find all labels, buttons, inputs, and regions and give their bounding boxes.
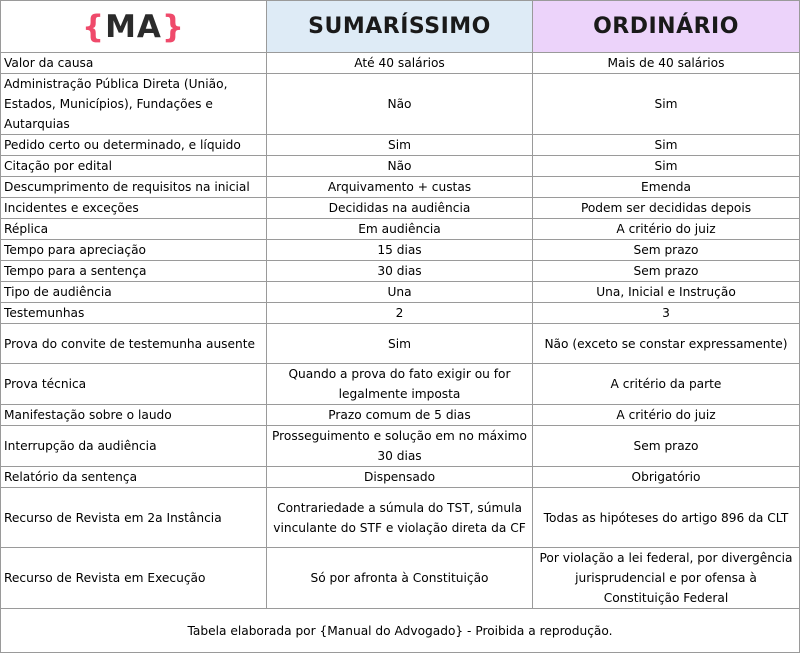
row-label: Recurso de Revista em Execução xyxy=(1,548,267,609)
sumarissimo-value: Prazo comum de 5 dias xyxy=(267,405,533,426)
row-label: Valor da causa xyxy=(1,53,267,74)
table-row xyxy=(1,488,800,548)
sumarissimo-value: Una xyxy=(267,282,533,303)
sumarissimo-value: 15 dias xyxy=(267,240,533,261)
ordinario-value: Não (exceto se constar expressamente) xyxy=(533,324,800,364)
row-label: Testemunhas xyxy=(1,303,267,324)
table-row xyxy=(1,74,800,135)
table-row xyxy=(1,467,800,488)
ordinario-value: Por violação a lei federal, por divergência jurisprudencial e por ofensa à Constituição Federal xyxy=(533,548,800,609)
sumarissimo-value: Contrariedade a súmula do TST, súmula vinculante do STF e violação direta da CF xyxy=(267,488,533,548)
sumarissimo-value: Dispensado xyxy=(267,467,533,488)
row-label: Citação por edital xyxy=(1,156,267,177)
logo-brace-open: { xyxy=(82,8,106,45)
ordinario-value: Todas as hipóteses do artigo 896 da CLT xyxy=(533,488,800,548)
footer-note: Tabela elaborada por {Manual do Advogado} - Proibida a reprodução. xyxy=(1,609,800,653)
row-label: Prova técnica xyxy=(1,364,267,405)
sumarissimo-value: Só por afronta à Constituição xyxy=(267,548,533,609)
table-row xyxy=(1,156,800,177)
logo-brace-close: } xyxy=(161,8,185,45)
row-label: Tempo para apreciação xyxy=(1,240,267,261)
sumarissimo-value: Decididas na audiência xyxy=(267,198,533,219)
row-label: Tempo para a sentença xyxy=(1,261,267,282)
table-row xyxy=(1,548,800,609)
table-row xyxy=(1,282,800,303)
ordinario-value: A critério do juiz xyxy=(533,405,800,426)
sumarissimo-value: Não xyxy=(267,74,533,135)
sumarissimo-value: Sim xyxy=(267,135,533,156)
logo-text: MA xyxy=(105,8,162,45)
ordinario-value: Sem prazo xyxy=(533,240,800,261)
footer-row xyxy=(1,609,800,653)
sumarissimo-value: Até 40 salários xyxy=(267,53,533,74)
table-row xyxy=(1,177,800,198)
ordinario-value: Mais de 40 salários xyxy=(533,53,800,74)
row-label: Interrupção da audiência xyxy=(1,426,267,467)
ordinario-value: Sem prazo xyxy=(533,261,800,282)
row-label: Relatório da sentença xyxy=(1,467,267,488)
header-row xyxy=(1,1,800,53)
logo xyxy=(1,1,267,53)
ordinario-value: Sim xyxy=(533,135,800,156)
table-row xyxy=(1,324,800,364)
row-label: Réplica xyxy=(1,219,267,240)
ordinario-value: 3 xyxy=(533,303,800,324)
row-label: Administração Pública Direta (União, Estados, Municípios), Fundações e Autarquias xyxy=(1,74,267,135)
table-row xyxy=(1,426,800,467)
sumarissimo-value: Arquivamento + custas xyxy=(267,177,533,198)
row-label: Manifestação sobre o laudo xyxy=(1,405,267,426)
ordinario-value: A critério da parte xyxy=(533,364,800,405)
table-row xyxy=(1,135,800,156)
ordinario-value: Podem ser decididas depois xyxy=(533,198,800,219)
table-row xyxy=(1,240,800,261)
table-row xyxy=(1,303,800,324)
ordinario-value: Sim xyxy=(533,156,800,177)
column-header-ordinario: ORDINÁRIO xyxy=(533,1,800,53)
row-label: Descumprimento de requisitos na inicial xyxy=(1,177,267,198)
table-row xyxy=(1,405,800,426)
sumarissimo-value: 30 dias xyxy=(267,261,533,282)
row-label: Tipo de audiência xyxy=(1,282,267,303)
ordinario-value: Emenda xyxy=(533,177,800,198)
table-row xyxy=(1,261,800,282)
sumarissimo-value: Quando a prova do fato exigir ou for legalmente imposta xyxy=(267,364,533,405)
table-row xyxy=(1,198,800,219)
row-label: Prova do convite de testemunha ausente xyxy=(1,324,267,364)
sumarissimo-value: 2 xyxy=(267,303,533,324)
sumarissimo-value: Sim xyxy=(267,324,533,364)
ordinario-value: Sim xyxy=(533,74,800,135)
sumarissimo-value: Não xyxy=(267,156,533,177)
ordinario-value: A critério do juiz xyxy=(533,219,800,240)
table-row xyxy=(1,364,800,405)
row-label: Incidentes e exceções xyxy=(1,198,267,219)
table-row xyxy=(1,219,800,240)
sumarissimo-value: Prosseguimento e solução em no máximo 30 dias xyxy=(267,426,533,467)
ordinario-value: Una, Inicial e Instrução xyxy=(533,282,800,303)
sumarissimo-value: Em audiência xyxy=(267,219,533,240)
ordinario-value: Sem prazo xyxy=(533,426,800,467)
table-row xyxy=(1,53,800,74)
ordinario-value: Obrigatório xyxy=(533,467,800,488)
row-label: Recurso de Revista em 2a Instância xyxy=(1,488,267,548)
row-label: Pedido certo ou determinado, e líquido xyxy=(1,135,267,156)
column-header-sumarissimo: SUMARÍSSIMO xyxy=(267,1,533,53)
